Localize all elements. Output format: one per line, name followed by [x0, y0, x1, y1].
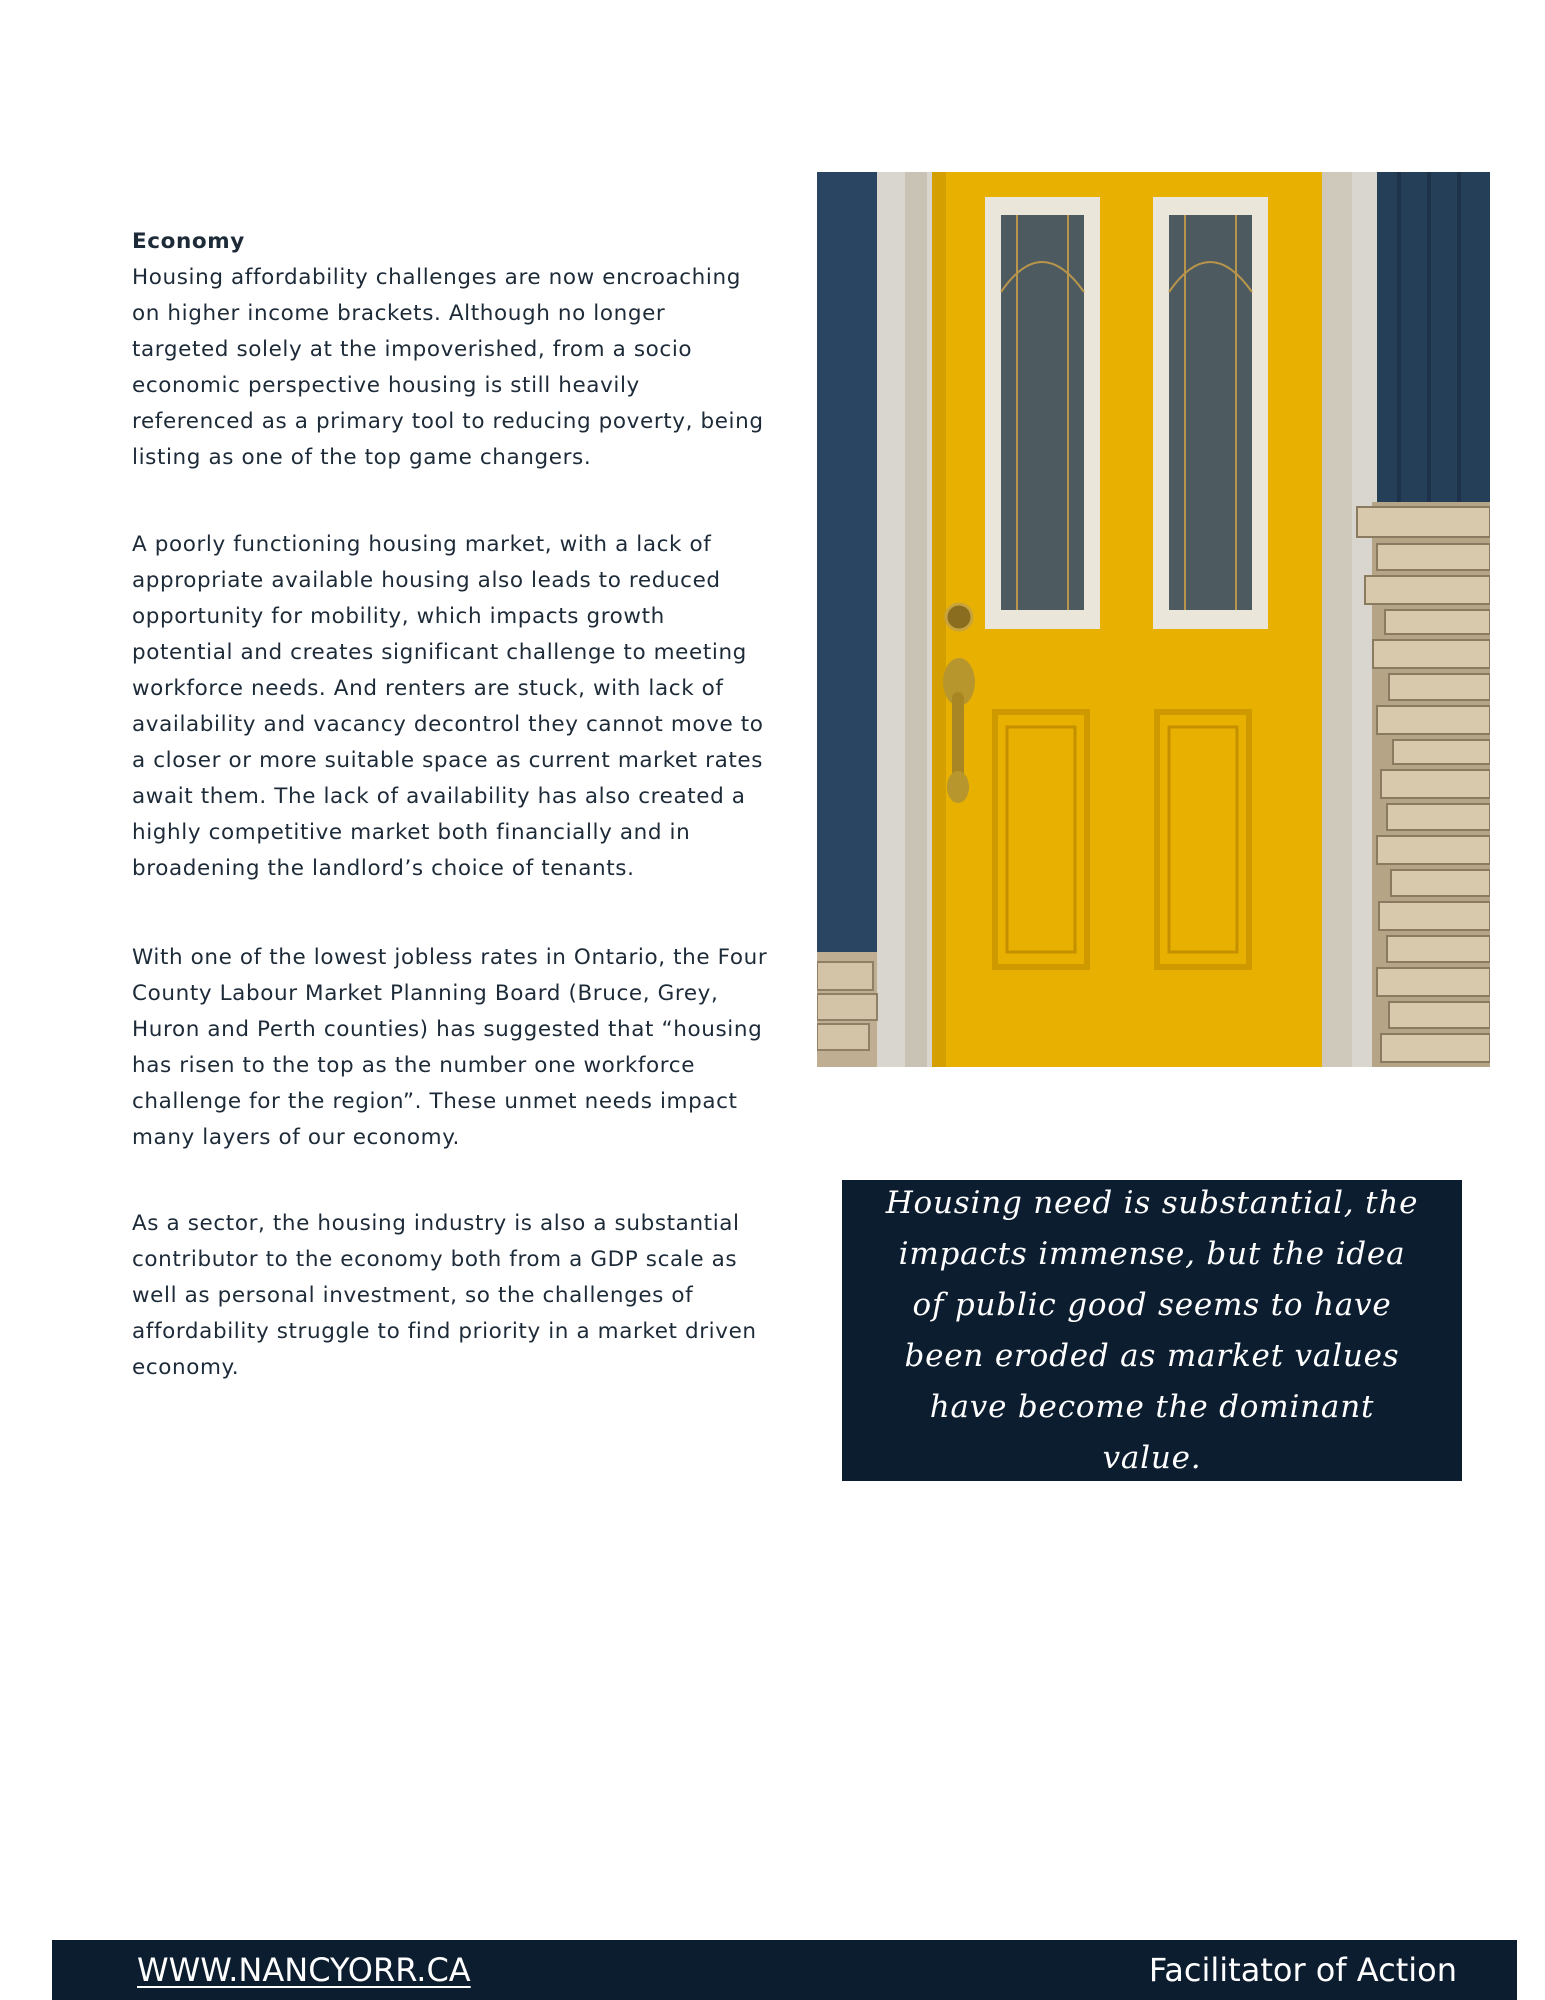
door-illustration	[817, 172, 1490, 1067]
pull-quote-text: Housing need is substantial, the impacts immense, but the idea of public good seems to have been eroded as market values have become the dominant value.	[885, 1184, 1419, 1476]
footer-tagline: Facilitator of Action	[1148, 1951, 1457, 1989]
website-link[interactable]: WWW.NANCYORR.CA	[137, 1951, 471, 1989]
paragraph-affordability: Housing affordability challenges are now encroaching on higher income brackets. Although no longer targeted solely at the impoverished, from a socio economic perspective housing is still heavily referenced as a primary tool to reducing poverty, being listing as one of the top game changers.	[132, 265, 764, 470]
paragraph-jobless-rates: With one of the lowest jobless rates in Ontario, the Four County Labour Market Planning Board (Bruce, Grey, Huron and Perth counties) has suggested that “housing has risen to the top as the number one workforce challenge for the region”. These unmet needs impact many layers of our economy.	[132, 945, 768, 1150]
economy-section	[132, 224, 768, 1386]
footer-bar	[52, 1940, 1517, 2000]
section-heading: Economy	[132, 229, 245, 254]
paragraph-housing-sector: As a sector, the housing industry is also a substantial contributor to the economy both from a GDP scale as well as personal investment, so the challenges of affordability struggle to find priority in a market driven economy.	[132, 1211, 757, 1380]
pull-quote-box	[842, 1180, 1462, 1481]
yellow-door-photo	[817, 172, 1490, 1067]
paragraph-housing-market: A poorly functioning housing market, with a lack of appropriate available housing also leads to reduced opportunity for mobility, which impacts growth potential and creates significant challenge to meeting workforce needs. And renters are stuck, with lack of availability and vacancy decontrol they cannot move to a closer or more suitable space as current market rates await them. The lack of availability has also created a highly competitive market both financially and in broadening the landlord’s choice of tenants.	[132, 532, 764, 881]
